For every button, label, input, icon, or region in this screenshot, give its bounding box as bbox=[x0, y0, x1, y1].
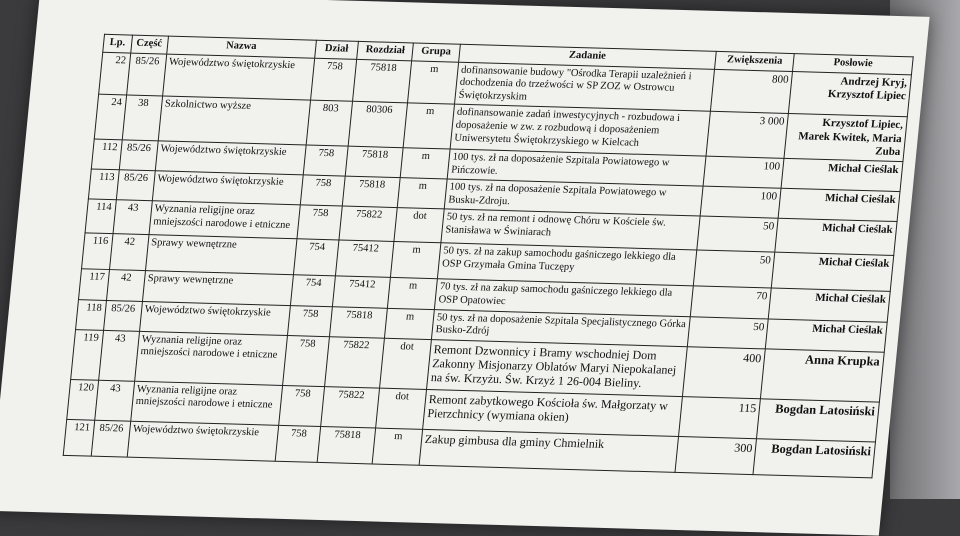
cell-poslowie: Michał Cieślak bbox=[766, 318, 888, 351]
cell-poslowie: Michał Cieślak bbox=[772, 252, 894, 291]
cell-nazwa: Wyznania religijne oraz mniejszości narodowe i etniczne bbox=[149, 201, 301, 239]
cell-zadanie: Remont zabytkowego Kościoła św. Małgorzaty w Pierzchnicy (wymiana okien) bbox=[422, 389, 682, 436]
cell-czesc: 42 bbox=[106, 270, 145, 301]
cell-zwiekszenia: 800 bbox=[710, 69, 792, 114]
cell-czesc: 85/26 bbox=[91, 420, 131, 457]
cell-rozdzial: 75412 bbox=[336, 240, 395, 277]
cell-poslowie: Michał Cieślak bbox=[775, 219, 897, 256]
cell-czesc: 43 bbox=[98, 330, 139, 381]
cell-zadanie: dofinansowanie zadań inwestycyjnych - rozbudowa i doposażenie w zw. z rozbudową i doposażeniem Uniwersytetu Świętokrzyskiego w Kielcach bbox=[450, 104, 711, 156]
cell-nazwa: Województwo świętokrzyskie bbox=[139, 301, 290, 335]
cell-grupa: m bbox=[397, 178, 447, 209]
cell-dzial: 758 bbox=[275, 425, 321, 462]
header-rozdzial: Rozdział bbox=[357, 41, 414, 60]
cell-dzial: 758 bbox=[303, 145, 348, 176]
cell-nazwa: Wyznania religijne oraz mniejszości narodowe i etniczne bbox=[130, 381, 282, 425]
header-czesc: Część bbox=[130, 35, 168, 54]
cell-poslowie: Michał Cieślak bbox=[781, 158, 903, 191]
cell-zadanie: 50 tys. zł na zakup samochodu gaśniczego lekkiego dla OSP Grzymała Gmina Tuczępy bbox=[437, 243, 697, 286]
cell-grupa: dot bbox=[380, 338, 431, 389]
header-nazwa: Nazwa bbox=[166, 36, 316, 58]
cell-czesc: 38 bbox=[122, 95, 162, 140]
cell-dzial: 754 bbox=[293, 239, 339, 276]
header-zwiekszenia: Zwiększenia bbox=[715, 51, 795, 71]
cell-zwiekszenia: 50 bbox=[687, 316, 768, 348]
cell-zwiekszenia: 100 bbox=[703, 156, 784, 188]
cell-dzial: 758 bbox=[300, 175, 345, 206]
cell-nazwa: Województwo świętokrzyskie bbox=[162, 54, 314, 101]
cell-grupa: m bbox=[388, 278, 438, 309]
cell-zadanie: 50 tys. zł na doposażenie Szpitala Specjalistycznego Górka Busko-Zdrój bbox=[431, 309, 690, 346]
cell-czesc: 85/26 bbox=[126, 53, 166, 97]
cell-grupa: m bbox=[408, 61, 459, 105]
cell-czesc: 42 bbox=[109, 234, 149, 271]
cell-nazwa: Wyznania religijne oraz mniejszości narodowe i etniczne bbox=[134, 331, 287, 385]
cell-zadanie: 50 tys. zł na remont i odnowę Chóru w Kościele św. Stanisława w Świniarach bbox=[441, 209, 700, 250]
header-poslowie: Posłowie bbox=[793, 54, 913, 75]
cell-lp: 121 bbox=[63, 419, 94, 456]
cell-rozdzial: 75822 bbox=[339, 206, 397, 241]
header-lp: Lp. bbox=[103, 34, 132, 52]
cell-grupa: m bbox=[403, 103, 454, 149]
cell-zwiekszenia: 400 bbox=[682, 346, 765, 398]
cell-zwiekszenia: 300 bbox=[675, 436, 757, 474]
cell-grupa: m bbox=[385, 308, 435, 339]
cell-zwiekszenia: 3 000 bbox=[706, 112, 789, 159]
header-zadanie: Zadanie bbox=[458, 44, 716, 69]
cell-nazwa: Województwo świętokrzyskie bbox=[127, 421, 279, 461]
header-grupa: Grupa bbox=[412, 43, 460, 62]
cell-czesc: 43 bbox=[94, 380, 134, 421]
cell-lp: 118 bbox=[76, 299, 106, 330]
cell-poslowie: Michał Cieślak bbox=[778, 188, 900, 221]
cell-poslowie: Bogdan Latosiński bbox=[757, 398, 880, 441]
cell-zadanie: Zakup gimbusa dla gminy Chmielnik bbox=[419, 429, 679, 472]
cell-lp: 119 bbox=[71, 329, 103, 380]
cell-grupa: m bbox=[400, 148, 450, 179]
cell-lp: 112 bbox=[91, 139, 121, 170]
cell-dzial: 758 bbox=[310, 58, 357, 102]
cell-lp: 22 bbox=[99, 52, 131, 95]
cell-grupa: m bbox=[391, 242, 441, 279]
cell-czesc: 85/26 bbox=[119, 140, 158, 171]
cell-rozdzial: 75818 bbox=[317, 426, 376, 463]
cell-zwiekszenia: 70 bbox=[690, 286, 771, 318]
cell-dzial: 758 bbox=[297, 205, 343, 240]
cell-dzial: 758 bbox=[282, 335, 329, 386]
cell-lp: 24 bbox=[94, 95, 126, 140]
cell-poslowie: Michał Cieślak bbox=[769, 288, 891, 321]
cell-nazwa: Szkolnictwo wyższe bbox=[158, 96, 311, 145]
cell-dzial: 758 bbox=[287, 305, 332, 336]
cell-lp: 114 bbox=[85, 199, 116, 234]
cell-poslowie: Andrzej Kryj, Krzysztof Lipiec bbox=[789, 71, 912, 117]
cell-zadanie: dofinansowanie budowy "Ośrodka Terapii uzależnień i dochodzenia do trzeźwości w SP ZOZ w Ostrowcu Świętokrzyskim bbox=[454, 62, 714, 112]
cell-dzial: 803 bbox=[306, 100, 353, 146]
cell-nazwa: Sprawy wewnętrzne bbox=[142, 271, 293, 305]
header-dzial: Dział bbox=[314, 40, 358, 59]
cell-rozdzial: 75822 bbox=[321, 386, 380, 427]
cell-zwiekszenia: 50 bbox=[693, 250, 775, 288]
cell-nazwa: Województwo świętokrzyskie bbox=[155, 141, 306, 175]
cell-dzial: 754 bbox=[290, 275, 335, 306]
cell-rozdzial: 75818 bbox=[330, 306, 388, 338]
cell-rozdzial: 80306 bbox=[348, 102, 407, 148]
cell-rozdzial: 75822 bbox=[325, 336, 385, 387]
cell-lp: 117 bbox=[79, 269, 109, 300]
cell-rozdzial: 75412 bbox=[333, 276, 391, 308]
cell-zwiekszenia: 50 bbox=[697, 216, 779, 252]
cell-zwiekszenia: 115 bbox=[679, 396, 761, 438]
cell-grupa: dot bbox=[376, 388, 426, 429]
cell-zadanie: Remont Dzwonnicy i Bramy wschodniej Dom Zakonny Misjonarzy Oblatów Maryi Niepokalanej na św. Krzyżu. Św. Krzyż 1 26-004 Bieliny. bbox=[426, 339, 687, 396]
cell-nazwa: Województwo świętokrzyskie bbox=[152, 171, 303, 205]
cell-czesc: 85/26 bbox=[116, 170, 155, 201]
cell-zadanie: 100 tys. zł na doposażenie Szpitala Powiatowego w Busku-Zdroju. bbox=[444, 179, 703, 216]
cell-rozdzial: 75818 bbox=[342, 176, 400, 208]
cell-rozdzial: 75818 bbox=[345, 146, 403, 178]
cell-poslowie: Bogdan Latosiński bbox=[753, 438, 875, 477]
cell-lp: 120 bbox=[67, 379, 98, 420]
cell-zwiekszenia: 100 bbox=[700, 186, 781, 218]
cell-poslowie: Krzysztof Lipiec, Marek Kwitek, Maria Zuba bbox=[784, 114, 907, 162]
cell-grupa: dot bbox=[394, 208, 444, 243]
budget-table bbox=[63, 34, 914, 478]
cell-rozdzial: 75818 bbox=[353, 59, 412, 103]
cell-dzial: 758 bbox=[278, 385, 324, 426]
cell-lp: 116 bbox=[81, 233, 112, 270]
cell-zadanie: 100 tys. zł na doposażenie Szpitala Powiatowego w Pińczowie. bbox=[447, 149, 706, 186]
cell-poslowie: Anna Krupka bbox=[761, 349, 885, 402]
cell-lp: 113 bbox=[88, 169, 118, 200]
cell-czesc: 43 bbox=[113, 200, 152, 235]
cell-grupa: m bbox=[372, 428, 422, 465]
cell-zadanie: 70 tys. zł na zakup samochodu gaśniczego lekkiego dla OSP Opatowiec bbox=[434, 279, 693, 316]
cell-nazwa: Sprawy wewnętrzne bbox=[145, 235, 297, 275]
cell-czesc: 85/26 bbox=[103, 300, 142, 331]
